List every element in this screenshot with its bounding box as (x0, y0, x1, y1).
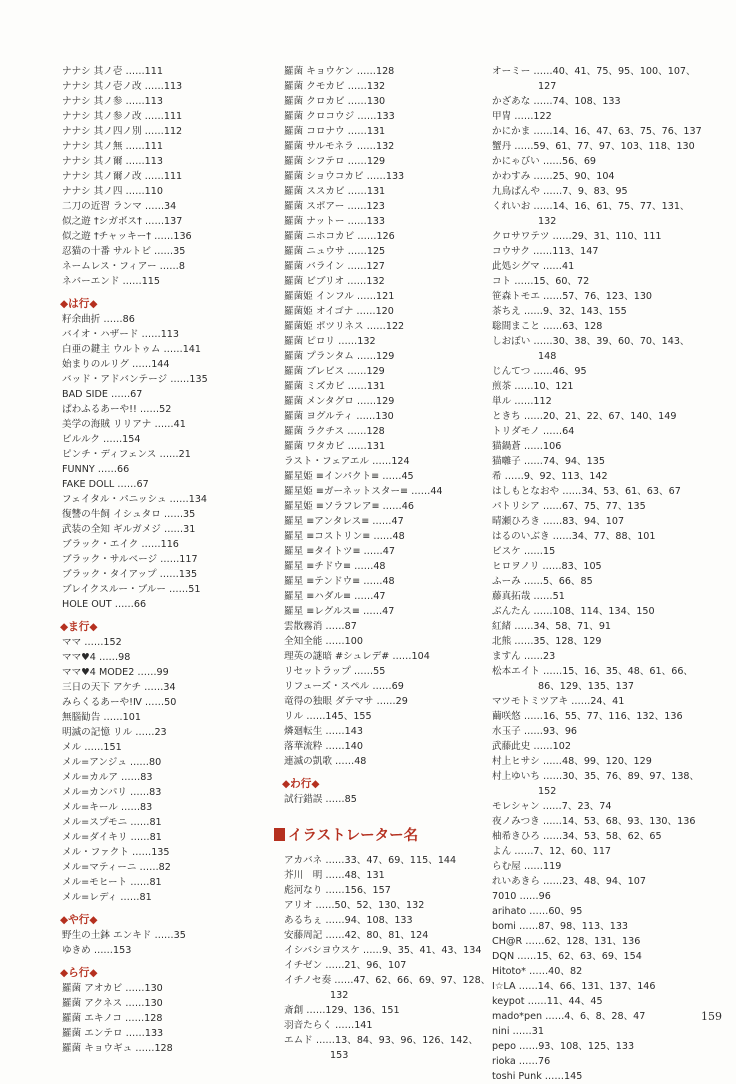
index-entry: かわすみ ……25、90、104 (492, 171, 615, 182)
index-entry: 猫鍋蒼 ……106 (492, 441, 562, 452)
index-entry: ナナシ 其ノ四 ……110 (62, 186, 163, 197)
square-bullet-icon (274, 828, 285, 841)
index-entry: 羅菌 ビブリオ ……132 (284, 276, 385, 287)
index-entry: 羅菌 アオカビ ……130 (62, 983, 163, 994)
index-entry: 猫囃子 ……74、94、135 (492, 456, 605, 467)
index-entry: 斎創 ……129、136、151 (284, 1005, 400, 1016)
index-entry: 彪河なり ……156、157 (284, 885, 391, 896)
index-entry: 羅菌 クロコウジ ……133 (284, 111, 395, 122)
index-entry: 芥川 明 ……48、131 (284, 870, 385, 881)
index-entry: 二刀の近習 ランマ ……34 (62, 201, 177, 212)
index-entry: 羅星 ≡ハダル≡ ……47 (284, 591, 386, 602)
index-entry: メル=スプモニ ……81 (62, 817, 162, 828)
index-entry: エムド ……13、84、93、96、126、142、 (284, 1035, 479, 1046)
index-entry: 7010 ……96 (492, 891, 551, 902)
index-entry: ナナシ 其ノ無 ……111 (62, 141, 163, 152)
index-entry: メル=カンパリ ……83 (62, 787, 162, 798)
index-entry: メル=アンジュ ……80 (62, 757, 162, 768)
index-entry-continuation: 132 (330, 990, 349, 1001)
index-entry: 羅菌 エンテロ ……133 (62, 1028, 164, 1039)
index-entry: 羅星姫 ≡インパクト≡ ……45 (284, 471, 414, 482)
index-entry-continuation: 152 (538, 786, 557, 797)
index-entry: 武藤此史 ……102 (492, 741, 571, 752)
index-entry: ビルルク ……154 (62, 434, 141, 445)
index-entry: 羽音たらく ……141 (284, 1020, 373, 1031)
index-entry: バッド・アドバンテージ ……135 (62, 374, 208, 385)
index-entry: メル=モヒート ……81 (62, 877, 162, 888)
index-entry: ナナシ 其ノ参 ……113 (62, 96, 163, 107)
index-entry: FAKE DOLL ……67 (62, 479, 149, 490)
index-entry: Hitoto* ……40、82 (492, 966, 583, 977)
index-entry: はしもとなおや ……34、53、61、63、67 (492, 486, 681, 497)
index-entry: 羅菌姫 インフル ……121 (284, 291, 395, 302)
index-entry: 羅菌 スポアー ……123 (284, 201, 385, 212)
index-entry: 羅菌 ラクチス ……128 (284, 426, 385, 437)
index-entry: 羅菌 エキノコ ……128 (62, 1013, 163, 1024)
index-entry: 始まりのルリグ ……144 (62, 359, 170, 370)
index-entry: らむ屋 ……119 (492, 861, 562, 872)
index-entry: 三日の天下 アケチ ……34 (62, 682, 176, 693)
index-entry: モレシャン ……7、23、74 (492, 801, 612, 812)
index-entry: リル ……145、155 (284, 711, 372, 722)
index-entry: 羅星 ≡テンドウ≡ ……48 (284, 576, 395, 587)
index-entry: イシバシヨウスケ ……9、35、41、43、134 (284, 945, 482, 956)
index-entry: 羅菌 ススカビ ……131 (284, 186, 386, 197)
index-entry: ぱわふるあーや!! ……52 (62, 404, 172, 415)
index-entry: 夜ノみつき ……14、53、68、93、130、136 (492, 816, 696, 827)
index-entry: 羅菌 ワタカビ ……131 (284, 441, 386, 452)
index-entry: 試行錯誤 ……85 (284, 794, 357, 805)
index-entry: イチノセ奏 ……47、62、66、69、97、128、 (284, 975, 491, 986)
index-entry: 羅星 ≡タイトツ≡ ……47 (284, 546, 395, 557)
section-heading: ◆ま行◆ (60, 621, 98, 633)
index-entry: 籽余曲折 ……86 (62, 314, 135, 325)
index-entry: HOLE OUT ……66 (62, 599, 147, 610)
index-column-1 (62, 64, 258, 1056)
index-entry: 羅菌 シフテロ ……129 (284, 156, 386, 167)
index-entry: れいあきら ……23、48、94、107 (492, 876, 646, 887)
index-entry: メル=レディ ……81 (62, 892, 152, 903)
index-entry: トリダモノ ……64 (492, 426, 575, 437)
index-entry: 羅菌 ナットー ……133 (284, 216, 385, 227)
index-entry: 羅菌 ニュウサ ……125 (284, 246, 386, 257)
illustrator-section-title: イラストレーター名 (288, 828, 419, 844)
index-entry: 復讐の牛飼 イシュタロ ……35 (62, 509, 196, 520)
index-entry: 羅菌 キョウギュ ……128 (62, 1043, 173, 1054)
index-entry: 羅菌 アクネス ……130 (62, 998, 163, 1009)
index-entry: 連滅の凱歌 ……48 (284, 756, 367, 767)
index-entry: BAD SIDE ……67 (62, 389, 143, 400)
index-entry: 羅菌 サルモネラ ……132 (284, 141, 395, 152)
index-entry: 此処シグマ ……41 (492, 261, 575, 272)
index-entry: オーミー ……40、41、75、95、100、107、 (492, 66, 696, 77)
index-entry: DQN ……15、62、63、69、154 (492, 951, 642, 962)
index-entry: コト ……15、60、72 (492, 276, 590, 287)
index-entry: 希 ……9、92、113、142 (492, 471, 608, 482)
index-entry: 水玉子 ……93、96 (492, 726, 578, 737)
index-entry: かざあな ……74、108、133 (492, 96, 621, 107)
index-entry: pepo ……93、108、125、133 (492, 1041, 635, 1052)
index-entry: 羅菌 ヨグルティ ……130 (284, 411, 394, 422)
index-entry: しおぼい ……30、38、39、60、70、143、 (492, 336, 690, 347)
index-column-2 (282, 64, 491, 1063)
index-entry: ナナシ 其ノ爾 ……113 (62, 156, 163, 167)
index-entry: rioka ……76 (492, 1056, 551, 1067)
index-entry: 燐廻転生 ……143 (284, 726, 363, 737)
index-entry: 羅菌姫 ポツリネス ……122 (284, 321, 405, 332)
index-entry: ブラック・タイアップ ……135 (62, 569, 198, 580)
index-entry-continuation: 86、129、135、137 (538, 681, 634, 692)
index-entry: 単ル ……112 (492, 396, 552, 407)
index-entry: ふーみ ……5、66、85 (492, 576, 593, 587)
index-entry: 羅星 ≡コストリン≡ ……48 (284, 531, 405, 542)
index-entry: みらくるあーや!Ⅳ ……50 (62, 697, 177, 708)
index-entry: 羅菌 メンタグロ ……129 (284, 396, 395, 407)
index-entry: 落華流粋 ……140 (284, 741, 363, 752)
index-entry: FUNNY ……66 (62, 464, 130, 475)
index-entry: コウサク ……113、147 (492, 246, 599, 257)
index-entry: メル=キール ……83 (62, 802, 153, 813)
index-entry: bomi ……87、98、113、133 (492, 921, 629, 932)
index-entry: 美学の海賊 リリアナ ……41 (62, 419, 186, 430)
index-entry: 羅菌 クロカビ ……130 (284, 96, 386, 107)
index-entry: はるのいぶき ……34、77、88、101 (492, 531, 656, 542)
index-entry: 羅星姫 ≡ソラフレア≡ ……46 (284, 501, 414, 512)
index-entry: 羅菌 ブレビス ……129 (284, 366, 385, 377)
index-entry: マツモトミツアキ ……24、41 (492, 696, 625, 707)
index-entry: クロサワテツ ……29、31、110、111 (492, 231, 662, 242)
section-heading: ◆は行◆ (60, 298, 98, 310)
index-entry: 九鳥ぱんや ……7、9、83、95 (492, 186, 628, 197)
index-entry: 藤真拓哉 ……51 (492, 591, 565, 602)
index-entry: 羅菌 ニホコカビ ……126 (284, 231, 395, 242)
index-entry: 羅星 ≡チドウ≡ ……48 (284, 561, 386, 572)
index-entry: 羅菌 クモカビ ……132 (284, 81, 386, 92)
index-entry: ママ♥4 MODE2 ……99 (62, 667, 169, 678)
index-entry: メル=カルア ……83 (62, 772, 153, 783)
index-entry: 羅菌 ピロリ ……132 (284, 336, 376, 347)
index-entry: 雲散霧消 ……87 (284, 621, 357, 632)
index-entry: toshi Punk ……145 (492, 1071, 583, 1082)
index-entry: 安藤周記 ……42、80、81、124 (284, 930, 429, 941)
index-entry: 繭咲悠 ……16、55、77、116、132、136 (492, 711, 683, 722)
index-entry: 理英の謎暗 #シュレデ# ……104 (284, 651, 430, 662)
index-entry: 羅菌 ショウコカビ ……133 (284, 171, 405, 182)
index-entry: メル=マティーニ ……82 (62, 862, 171, 873)
illustrator-section-heading (274, 825, 480, 847)
index-entry: 茶ちえ ……9、32、143、155 (492, 306, 627, 317)
index-entry-continuation: 127 (538, 81, 557, 92)
index-entry: 村上ゆいち ……30、35、76、89、97、138、 (492, 771, 700, 782)
index-entry: 柚希きひろ ……34、53、58、62、65 (492, 831, 662, 842)
index-entry: 竜得の独眼 ダテマサ ……29 (284, 696, 408, 707)
index-entry: メル=ダイキリ ……81 (62, 832, 162, 843)
index-entry: じんてつ ……46、95 (492, 366, 587, 377)
index-entry: ビスケ ……15 (492, 546, 556, 557)
index-entry: よん ……7、12、60、117 (492, 846, 612, 857)
index-entry: 羅菌 コロナウ ……131 (284, 126, 386, 137)
index-entry: バイオ・ハザード ……113 (62, 329, 180, 340)
index-entry: リセットラップ ……55 (284, 666, 386, 677)
index-entry: 羅星 ≡レグルス≡ ……47 (284, 606, 395, 617)
index-entry: くれいお ……14、16、61、75、77、131、 (492, 201, 690, 212)
index-entry: 羅星姫 ≡ガーネットスター≡ ……44 (284, 486, 443, 497)
index-entry: 羅星 ≡アンタレス≡ ……47 (284, 516, 404, 527)
index-entry: ラスト・フェアエル ……124 (284, 456, 410, 467)
index-entry: 松本エイト ……15、16、35、48、61、66、 (492, 666, 694, 677)
index-entry: keypot ……11、44、45 (492, 996, 603, 1007)
index-entry: ナナシ 其ノ爾ノ改 ……111 (62, 171, 183, 182)
index-entry: 北熊 ……35、128、129 (492, 636, 602, 647)
index-entry: 無腦勧告 ……101 (62, 712, 141, 723)
index-entry: 村上ヒサシ ……48、99、120、129 (492, 756, 652, 767)
index-entry: 甲冑 ……122 (492, 111, 552, 122)
index-entry: 武装の全知 ギルガメジ ……31 (62, 524, 196, 535)
index-entry: 似之遊 †チャッキー† ……136 (62, 231, 192, 242)
index-entry: ますん ……23 (492, 651, 556, 662)
index-entry: I☆LA ……14、66、131、137、146 (492, 981, 656, 992)
index-entry: アリオ ……50、52、130、132 (284, 900, 425, 911)
index-entry: 羅菌姫 オイゴナ ……120 (284, 306, 394, 317)
index-entry: ナナシ 其ノ壱 ……111 (62, 66, 163, 77)
index-entry: 野生の土鉢 エンキド ……35 (62, 930, 186, 941)
index-entry: パトリシア ……67、75、77、135 (492, 501, 646, 512)
page-number: 159 (701, 1010, 722, 1023)
index-entry: フェイタル・パニッシュ ……134 (62, 494, 208, 505)
index-entry: mado*pen ……4、6、8、28、47 (492, 1011, 646, 1022)
index-entry-continuation: 153 (330, 1050, 349, 1061)
index-entry: ネームレス・フィアー ……8 (62, 261, 185, 272)
index-entry: かにゃびい ……56、69 (492, 156, 597, 167)
index-entry: リフューズ・スペル ……69 (284, 681, 404, 692)
index-entry: ナナシ 其ノ四ノ別 ……112 (62, 126, 183, 137)
index-entry: ママ ……152 (62, 637, 122, 648)
index-entry: ナナシ 其ノ参ノ改 ……111 (62, 111, 183, 122)
index-entry: 羅菌 バライン ……127 (284, 261, 385, 272)
index-entry: イチゼン ……21、96、107 (284, 960, 407, 971)
index-entry: ブラック・サルベージ ……117 (62, 554, 198, 565)
index-entry: ヒロヲノリ ……83、105 (492, 561, 602, 572)
index-entry: 羅菌 ミズカビ ……131 (284, 381, 386, 392)
index-entry-continuation: 132 (538, 216, 557, 227)
index-entry: ピンチ・ディフェンス ……21 (62, 449, 191, 460)
index-entry: arihato ……60、95 (492, 906, 583, 917)
index-entry: 晴瀬ひろき ……83、94、107 (492, 516, 625, 527)
index-entry: 忍猫の十番 サルトビ ……35 (62, 246, 186, 257)
index-entry: 羅菌 キョウケン ……128 (284, 66, 395, 77)
index-entry: 笹森トモエ ……57、76、123、130 (492, 291, 653, 302)
index-entry: 全知全能 ……100 (284, 636, 363, 647)
index-entry: かにかま ……14、16、47、63、75、76、137 (492, 126, 702, 137)
section-heading: ◆ら行◆ (60, 967, 98, 979)
index-entry: ナナシ 其ノ壱ノ改 ……113 (62, 81, 183, 92)
index-entry: 紅緒 ……34、58、71、91 (492, 621, 612, 632)
index-entry: CH@R ……62、128、131、136 (492, 936, 641, 947)
index-entry: 似之遊 †シガボス† ……137 (62, 216, 183, 227)
index-entry: 聡間まこと ……63、128 (492, 321, 603, 332)
index-entry: nini ……31 (492, 1026, 544, 1037)
index-entry: 羅菌 プランタム ……129 (284, 351, 395, 362)
section-heading: ◆わ行◆ (282, 778, 320, 790)
index-entry: 白亜の鍵主 ウルトゥム ……141 (62, 344, 202, 355)
index-entry: メル ……151 (62, 742, 122, 753)
index-entry: ネバーエンド ……115 (62, 276, 161, 287)
index-entry: ぶんたん ……108、114、134、150 (492, 606, 655, 617)
section-heading: ◆や行◆ (60, 914, 98, 926)
index-entry: あるちぇ ……94、108、133 (284, 915, 413, 926)
index-entry-continuation: 148 (538, 351, 557, 362)
index-entry: 蟹丹 ……59、61、77、97、103、118、130 (492, 141, 695, 152)
index-entry: ブラック・エイク ……116 (62, 539, 179, 550)
index-column-3 (492, 64, 722, 1084)
index-entry: ゆきめ ……153 (62, 945, 132, 956)
index-entry: 煎茶 ……10、121 (492, 381, 574, 392)
index-entry: 明滅の記憶 リル ……23 (62, 727, 167, 738)
index-entry: アカバネ ……33、47、69、115、144 (284, 855, 457, 866)
index-entry: メル・ファクト ……135 (62, 847, 170, 858)
index-entry: ブレイクスルー・ブルー ……51 (62, 584, 201, 595)
index-entry: ときち ……20、21、22、67、140、149 (492, 411, 677, 422)
index-entry: ママ♥4 ……98 (62, 652, 131, 663)
